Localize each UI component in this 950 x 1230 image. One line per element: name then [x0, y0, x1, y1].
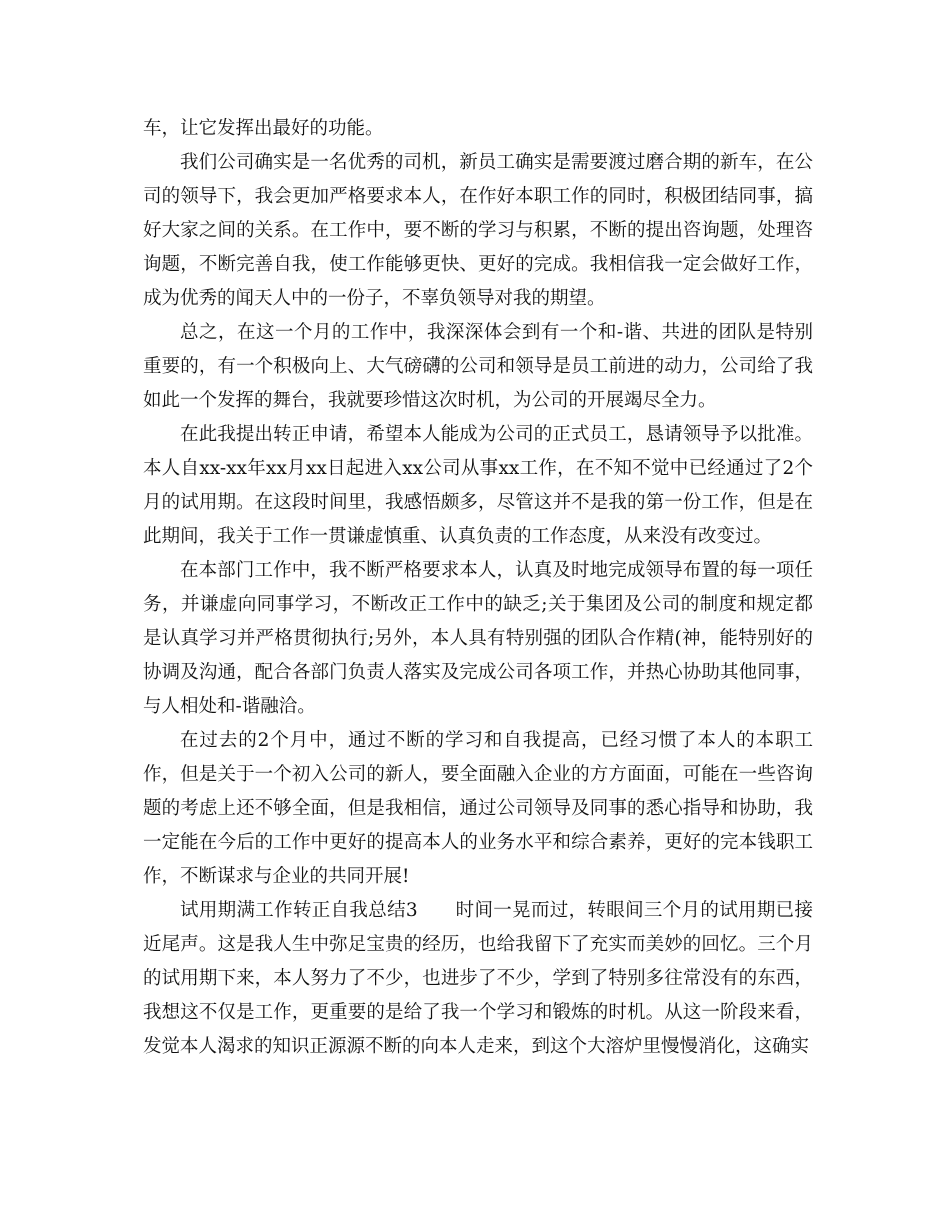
- paragraph: 试用期满工作转正自我总结3 时间一晃而过，转眼间三个月的试用期已接近尾声。这是我人生中弥足宝贵的经历，也给我留下了充实而美妙的回忆。三个月的试用期下来，本人努力了不少，也进步了不少，学到了特别多往常没有的东西，我想这不仅是工作，更重要的是给了我一个学习和锻炼的时机。从这一阶段来看，发觉本人渴求的知识正源源不断的向本人走来，到这个大溶炉里慢慢消化，这确实: [143, 900, 813, 1057]
- document-body: [143, 112, 813, 1064]
- paragraph: 总之，在这一个月的工作中，我深深体会到有一个和-谐、共进的团队是特别重要的，有一个积极向上、大气磅礴的公司和领导是员工前进的动力，公司给了我如此一个发挥的舞台，我就要珍惜这次时机，为公司的开展竭尽全力。: [143, 322, 813, 411]
- paragraph: 在此我提出转正申请，希望本人能成为公司的正式员工，恳请领导予以批准。本人自xx-xx年xx月xx日起进入xx公司从事xx工作，在不知不觉中已经通过了2个月的试用期。在这段时间里，我感悟颇多，尽管这并不是我的第一份工作，但是在此期间，我关于工作一贯谦虚慎重、认真负责的工作态度，从来没有改变过。: [143, 424, 813, 547]
- paragraph: 车，让它发挥出最好的功能。: [143, 118, 384, 139]
- paragraph: 我们公司确实是一名优秀的司机，新员工确实是需要渡过磨合期的新车，在公司的领导下，我会更加严格要求本人，在作好本职工作的同时，积极团结同事，搞好大家之间的关系。在工作中，要不断的学习与积累，不断的提出咨询题，处理咨询题，不断完善自我，使工作能够更快、更好的完成。我相信我一定会做好工作，成为优秀的闻天人中的一份子，不辜负领导对我的期望。: [143, 152, 813, 309]
- paragraph: 在过去的2个月中，通过不断的学习和自我提高，已经习惯了本人的本职工作，但是关于一个初入公司的新人，要全面融入企业的方方面面，可能在一些咨询题的考虑上还不够全面，但是我相信，通过公司领导及同事的悉心指导和协助，我一定能在今后的工作中更好的提高本人的业务水平和综合素养，更好的完本钱职工作，不断谋求与企业的共同开展!: [143, 730, 813, 887]
- paragraph: 在本部门工作中，我不断严格要求本人，认真及时地完成领导布置的每一项任务，并谦虚向同事学习，不断改正工作中的缺乏;关于集团及公司的制度和规定都是认真学习并严格贯彻执行;另外，本人具有特别强的团队合作精(神，能特别好的协调及沟通，配合各部门负责人落实及完成公司各项工作，并热心协助其他同事，与人相处和-谐融洽。: [143, 560, 813, 717]
